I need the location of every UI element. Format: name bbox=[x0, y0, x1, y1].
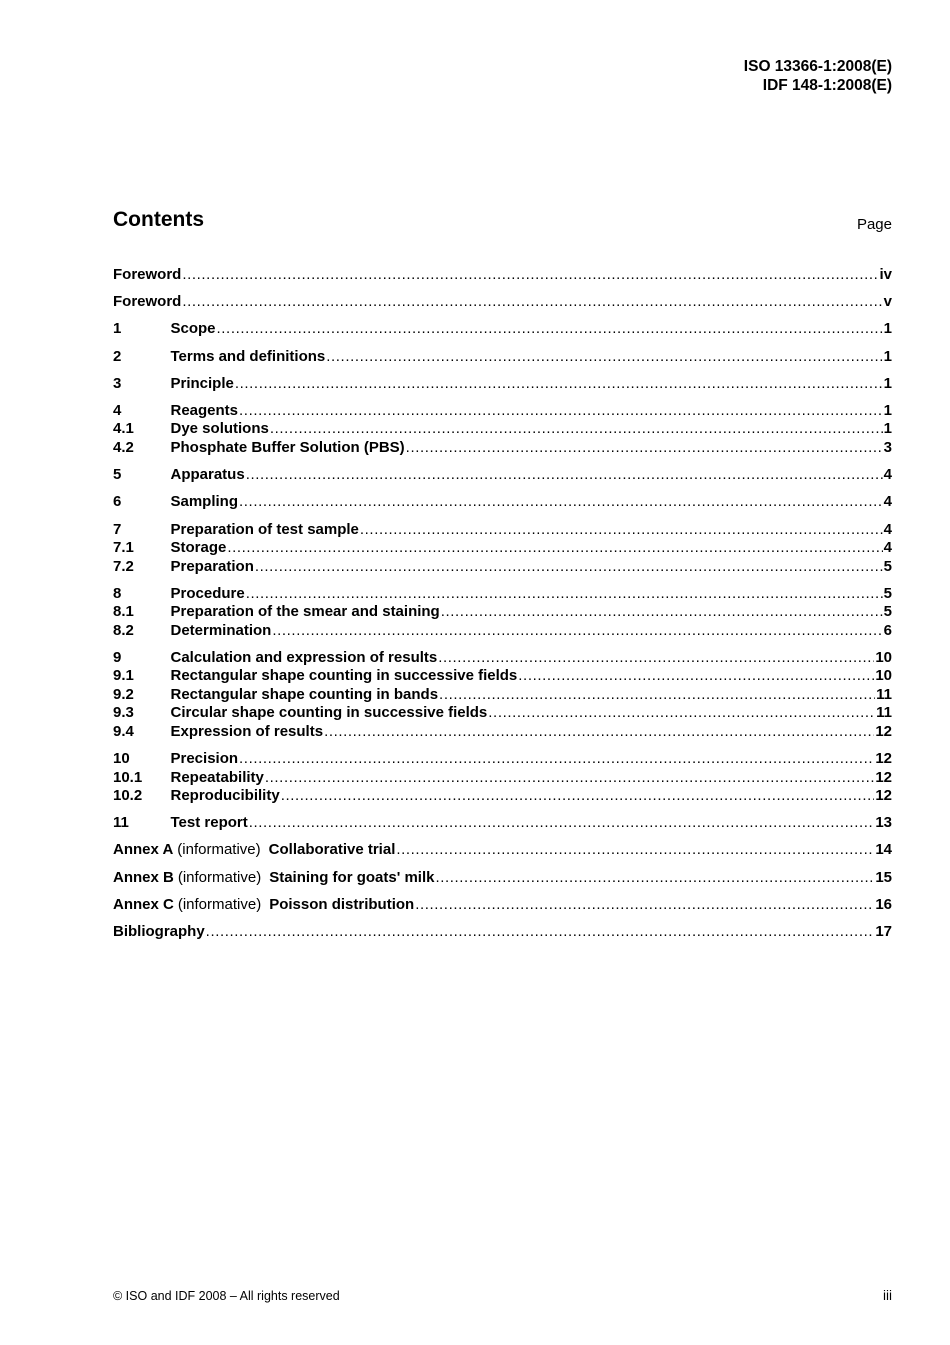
toc-entry[interactable] bbox=[113, 558, 892, 577]
dot-leader bbox=[239, 493, 883, 512]
toc-page-number: 1 bbox=[883, 401, 892, 419]
toc-entry[interactable] bbox=[113, 704, 892, 723]
toc-clause-number: 7.2 bbox=[113, 557, 134, 575]
toc-entry[interactable] bbox=[113, 686, 892, 705]
toc-entry-title: Reagents bbox=[170, 401, 239, 419]
toc-page-number: 14 bbox=[875, 841, 892, 859]
toc-clause-number: 6 bbox=[113, 493, 122, 511]
toc-entry-title: Expression of results bbox=[170, 722, 324, 740]
dot-leader bbox=[227, 539, 882, 558]
toc-clause-number: 9.3 bbox=[113, 704, 134, 722]
toc-entry-title: Preparation bbox=[170, 557, 254, 575]
toc-group bbox=[113, 466, 892, 485]
toc-entry-title: Procedure bbox=[170, 584, 245, 602]
toc-page-number: 5 bbox=[883, 584, 892, 602]
toc-entry[interactable] bbox=[113, 769, 892, 788]
toc-page-number: 12 bbox=[875, 787, 892, 805]
toc-entry[interactable] bbox=[113, 521, 892, 540]
toc-page-number: 11 bbox=[876, 685, 892, 703]
toc-clause-number: 5 bbox=[113, 466, 122, 484]
toc-entry[interactable] bbox=[113, 439, 892, 458]
dot-leader bbox=[217, 320, 883, 339]
toc-entry-title: Calculation and expression of results bbox=[170, 648, 438, 666]
annex-informative-label: (informative) bbox=[177, 841, 261, 859]
toc-clause-number: 11 bbox=[113, 814, 129, 832]
dot-leader bbox=[326, 348, 882, 367]
dot-leader bbox=[182, 293, 882, 312]
toc-clause-number: 2 bbox=[113, 347, 122, 365]
toc-page-number: 16 bbox=[875, 895, 892, 913]
toc-entry[interactable] bbox=[113, 723, 892, 742]
toc-page-number: 4 bbox=[883, 493, 892, 511]
dot-leader bbox=[235, 375, 883, 394]
toc-group bbox=[113, 348, 892, 367]
toc-page-number: 17 bbox=[875, 923, 892, 940]
toc-entry[interactable] bbox=[113, 585, 892, 604]
toc-page-number: 1 bbox=[883, 420, 892, 438]
dot-leader bbox=[239, 750, 874, 769]
toc-clause-number: 4.1 bbox=[113, 420, 134, 438]
annex-label: Annex A bbox=[113, 841, 174, 859]
toc-entry[interactable] bbox=[113, 320, 892, 339]
toc-clause-number: 10 bbox=[113, 750, 130, 768]
toc-group bbox=[113, 649, 892, 742]
toc-entry[interactable] bbox=[113, 667, 892, 686]
toc-page-number: 6 bbox=[883, 621, 892, 639]
toc-page-number: 4 bbox=[883, 539, 892, 556]
dot-leader bbox=[249, 814, 875, 833]
annex-informative-label: (informative) bbox=[177, 868, 262, 886]
toc-group bbox=[113, 320, 892, 339]
dot-leader bbox=[246, 585, 883, 604]
annex-label: Annex B bbox=[113, 868, 174, 886]
toc-group bbox=[113, 293, 892, 312]
dot-leader bbox=[441, 603, 883, 622]
toc-clause-number: 10.1 bbox=[113, 768, 143, 786]
dot-leader bbox=[255, 558, 883, 577]
toc-clause-number: 7.1 bbox=[113, 539, 134, 556]
toc-entry-title: Principle bbox=[170, 374, 234, 392]
toc-entry-title: Sampling bbox=[170, 493, 239, 511]
toc-entry[interactable] bbox=[113, 375, 892, 394]
toc-group bbox=[113, 869, 892, 888]
toc-clause-number: 1 bbox=[113, 320, 122, 338]
toc-page-number: 12 bbox=[875, 768, 892, 786]
page-title: Contents bbox=[113, 208, 204, 231]
toc-entry-title: Scope bbox=[170, 320, 216, 338]
dot-leader bbox=[406, 439, 883, 458]
dot-leader bbox=[182, 266, 878, 285]
toc-page-number: 3 bbox=[883, 438, 892, 456]
toc-entry-title: Repeatability bbox=[170, 768, 264, 786]
toc-clause-number: 10.2 bbox=[113, 787, 143, 805]
dot-leader bbox=[438, 649, 874, 668]
toc-entry[interactable] bbox=[113, 603, 892, 622]
toc-page-number: 1 bbox=[883, 347, 892, 365]
toc-page-number: 15 bbox=[875, 868, 892, 886]
toc-entry-title: Determination bbox=[170, 621, 272, 639]
toc-group bbox=[113, 585, 892, 641]
toc-page-number: iv bbox=[879, 266, 892, 283]
toc-page-number: 5 bbox=[883, 557, 892, 575]
header-iso-number: ISO 13366-1:2008(E) bbox=[743, 58, 892, 75]
toc-clause-number: 3 bbox=[113, 374, 122, 392]
toc-group bbox=[113, 402, 892, 458]
dot-leader bbox=[324, 723, 874, 742]
toc-entry-title: Circular shape counting in successive fields bbox=[170, 704, 488, 722]
toc-group bbox=[113, 923, 892, 942]
dot-leader bbox=[518, 667, 874, 686]
toc-page-number: 10 bbox=[875, 667, 892, 685]
toc-entry-title: Rectangular shape counting in bands bbox=[170, 685, 439, 703]
toc-entry-title: Dye solutions bbox=[170, 420, 269, 438]
toc-group bbox=[113, 521, 892, 577]
toc-clause-number: 8.1 bbox=[113, 603, 134, 621]
toc-entry[interactable] bbox=[113, 539, 892, 558]
toc-group bbox=[113, 375, 892, 394]
copyright-notice: © ISO and IDF 2008 – All rights reserved bbox=[113, 1289, 340, 1303]
toc-clause-number: 9.4 bbox=[113, 722, 134, 740]
dot-leader bbox=[488, 704, 875, 723]
toc-entry[interactable] bbox=[113, 869, 892, 888]
dot-leader bbox=[270, 420, 883, 439]
toc-clause-number: 8.2 bbox=[113, 621, 134, 639]
toc-entry-title: Foreword bbox=[113, 266, 182, 283]
toc-entry-title: Rectangular shape counting in successive fields bbox=[170, 667, 518, 685]
toc-entry[interactable] bbox=[113, 493, 892, 512]
toc-entry-title: Poisson distribution bbox=[269, 895, 415, 913]
toc-entry[interactable] bbox=[113, 402, 892, 421]
toc-entry-title: Precision bbox=[170, 750, 239, 768]
annex-informative-label: (informative) bbox=[177, 895, 262, 913]
toc-clause-number: 9 bbox=[113, 648, 122, 666]
toc-entry[interactable] bbox=[113, 622, 892, 641]
toc-entry[interactable] bbox=[113, 293, 892, 312]
header-idf-number: IDF 148-1:2008(E) bbox=[762, 77, 892, 94]
toc-clause-number: 7 bbox=[113, 520, 122, 538]
toc-entry[interactable] bbox=[113, 841, 892, 860]
toc-entry[interactable] bbox=[113, 649, 892, 668]
dot-leader bbox=[281, 787, 875, 806]
dot-leader bbox=[396, 841, 874, 860]
dot-leader bbox=[206, 923, 875, 942]
dot-leader bbox=[439, 686, 875, 705]
toc-entry[interactable] bbox=[113, 923, 892, 942]
toc-entry-title: Staining for goats' milk bbox=[269, 868, 435, 886]
toc-group bbox=[113, 493, 892, 512]
toc-clause-number: 8 bbox=[113, 584, 122, 602]
dot-leader bbox=[415, 896, 874, 915]
toc-entry-title: Foreword bbox=[113, 293, 182, 311]
toc-entry[interactable] bbox=[113, 750, 892, 769]
toc-entry[interactable] bbox=[113, 814, 892, 833]
dot-leader bbox=[265, 769, 874, 788]
toc-page-number: 13 bbox=[875, 814, 892, 832]
toc-entry-title: Terms and definitions bbox=[170, 347, 326, 365]
toc-entry-title: Preparation of the smear and staining bbox=[170, 603, 440, 621]
toc-group bbox=[113, 814, 892, 833]
toc-entry-title: Test report bbox=[170, 814, 248, 832]
dot-leader bbox=[246, 466, 883, 485]
toc-entry[interactable] bbox=[113, 266, 892, 285]
toc-entry-title: Preparation of test sample bbox=[170, 520, 359, 538]
toc-clause-number: 4 bbox=[113, 401, 122, 419]
toc-page-number: 5 bbox=[883, 603, 892, 621]
toc-group bbox=[113, 266, 892, 285]
toc-entry[interactable] bbox=[113, 896, 892, 915]
toc-clause-number: 9.1 bbox=[113, 667, 134, 685]
toc-entry[interactable] bbox=[113, 420, 892, 439]
dot-leader bbox=[272, 622, 882, 641]
toc-page-number: 12 bbox=[875, 750, 892, 768]
toc-page-number: v bbox=[883, 293, 892, 311]
toc-page-number: 4 bbox=[883, 520, 892, 538]
page-number: iii bbox=[883, 1288, 892, 1303]
dot-leader bbox=[239, 402, 883, 421]
toc-page-number: 11 bbox=[876, 704, 892, 722]
toc-clause-number: 9.2 bbox=[113, 685, 134, 703]
toc-group bbox=[113, 896, 892, 915]
toc-entry-title: Phosphate Buffer Solution (PBS) bbox=[170, 438, 405, 456]
page-column-label: Page bbox=[856, 216, 892, 233]
toc-page-number: 12 bbox=[875, 722, 892, 740]
document-header bbox=[744, 57, 892, 95]
toc-page-number: 1 bbox=[883, 320, 892, 338]
toc-entry-title: Storage bbox=[170, 539, 227, 556]
toc-entry-title: Bibliography bbox=[113, 923, 205, 940]
dot-leader bbox=[435, 869, 874, 888]
dot-leader bbox=[360, 521, 883, 540]
toc-group bbox=[113, 841, 892, 860]
toc-clause-number: 4.2 bbox=[113, 438, 134, 456]
toc-entry-title: Collaborative trial bbox=[268, 841, 396, 859]
toc-entry[interactable] bbox=[113, 787, 892, 806]
toc-entry-title: Apparatus bbox=[170, 466, 245, 484]
toc-entry[interactable] bbox=[113, 466, 892, 485]
toc-page-number: 1 bbox=[883, 374, 892, 392]
toc-entry-title: Reproducibility bbox=[170, 787, 280, 805]
annex-label: Annex C bbox=[113, 895, 174, 913]
toc-page-number: 10 bbox=[875, 648, 892, 666]
toc-group bbox=[113, 750, 892, 806]
table-of-contents bbox=[113, 266, 892, 950]
toc-entry[interactable] bbox=[113, 348, 892, 367]
toc-page-number: 4 bbox=[883, 466, 892, 484]
